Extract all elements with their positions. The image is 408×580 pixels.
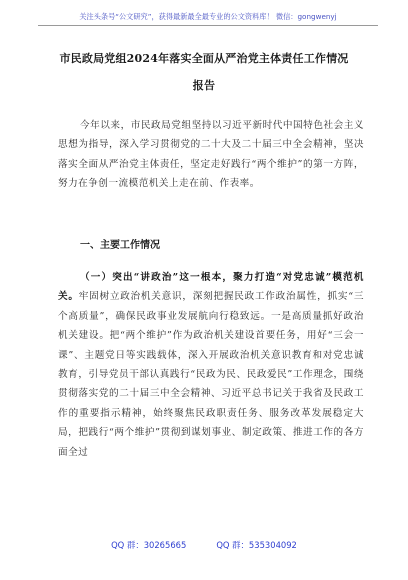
subsection-heading: （一）突出“讲政治”这一根本，聚力打造“对党忠诚”模范机关。 [58, 272, 364, 303]
document-title: 市民政局党组2024年落实全面从严治党主体责任工作情况 [59, 52, 349, 65]
section-heading: 一、主要工作情况 [80, 240, 160, 251]
qq-group-1: QQ 群：30265665 [111, 540, 187, 550]
subsection-paragraph [58, 268, 364, 462]
intro-paragraph: 今年以来，市民政局党组坚持以习近平新时代中国特色社会主义思想为指导，深入学习贯彻党的二十大及二十届三中全会精神，坚决落实全面从严治党主体责任，坚定走好践行“两个维护”的第一方阵，努力在争创一流模范机关上走在前、作表率。 [58, 120, 364, 190]
qq-group-2: QQ 群：535304092 [216, 540, 297, 550]
promo-banner: 关注头条号“公文研究”，获得最新最全最专业的公文资料库！ 微信：gongwenyj [38, 8, 378, 26]
footer-contacts [0, 539, 408, 551]
subsection-text: 牢固树立政治机关意识，深刻把握民政工作政治属性，抓实“三个高质量”，确保民政事业发展航向行稳致远。一是高质量抓好政治机关建设。把“两个维护”作为政治机关建设首要任务，用好“三会一课”、主题党日等实践载体，深入开展政治机关意识教育和对党忠诚教育，引导党员干部认真践行“民政为民、民政爱民”工作理念，围绕贯彻落实党的二十届三中全会精神、习近平总书记关于我省及民政工作的重要指示精神，始终聚焦民政职责任务、服务改革发展稳定大局，把践行“两个维护”贯彻到谋划事业、制定政策、推进工作的各方面全过 [58, 291, 365, 458]
document-title-continued: 报告 [192, 79, 216, 92]
